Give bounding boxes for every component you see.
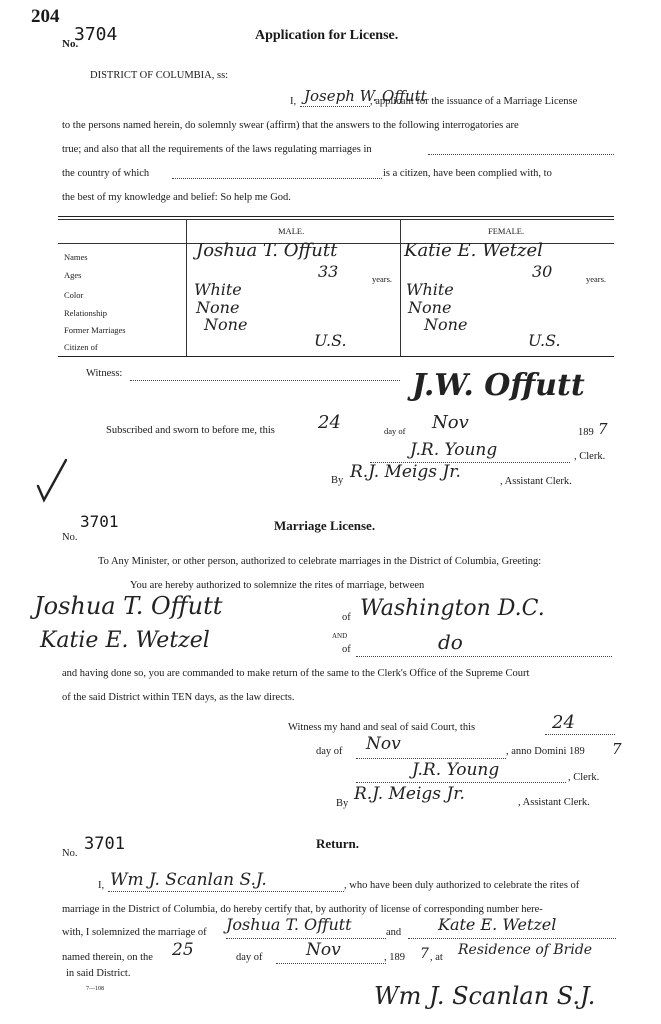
row-label: Former Marriages — [64, 325, 126, 335]
clerk-signature: J.R. Young — [410, 440, 498, 460]
male-color: White — [194, 280, 242, 299]
male-relationship: None — [196, 298, 240, 317]
male-former-marriages: None — [204, 315, 248, 334]
row-label: Citizen of — [64, 342, 98, 352]
return-i-label: I, — [98, 880, 105, 891]
row-label: Relationship — [64, 308, 107, 318]
groom-of-label: of — [342, 612, 351, 623]
oath-line-2: to the persons named herein, do solemnly swear (affirm) that the answers to the following interrogatories are — [62, 120, 519, 131]
license-bride: Katie E. Wetzel — [40, 628, 210, 653]
sworn-year-prefix: 189 — [578, 427, 594, 438]
license-assistant-signature: R.J. Meigs Jr. — [354, 784, 465, 804]
return-groom: Joshua T. Offutt — [226, 915, 352, 934]
row-label: Names — [64, 252, 88, 262]
district-line: DISTRICT OF COLUMBIA, ss: — [90, 70, 229, 81]
clerk-label: , Clerk. — [574, 451, 606, 462]
female-citizen: U.S. — [528, 331, 561, 350]
return-year: 7 — [420, 946, 429, 962]
i-label: I, — [290, 96, 297, 107]
return-line-4a: named therein, on the — [62, 952, 153, 963]
return-number: 3701 — [84, 834, 125, 854]
officiant-name: Wm J. Scanlan S.J. — [110, 870, 267, 890]
check-mark-icon — [34, 456, 70, 506]
return-bride: Kate E. Wetzel — [438, 915, 557, 934]
male-age: 33 — [318, 262, 339, 281]
license-greeting: To Any Minister, or other person, authorized to celebrate marriages in the District of Columbia, Greeting: — [98, 556, 542, 567]
col-female: FEMALE. — [488, 226, 525, 236]
witness-signature: J.W. Offutt — [412, 368, 585, 403]
sworn-day: 24 — [318, 412, 341, 433]
page-number: 204 — [31, 6, 60, 27]
subscribed-text: Subscribed and sworn to before me, this — [106, 425, 275, 436]
assistant-clerk-signature: R.J. Meigs Jr. — [350, 462, 461, 482]
license-clerk-label: , Clerk. — [568, 772, 600, 783]
app-no-label: No. — [62, 38, 79, 50]
oath-line-3: true; and also that all the requirements of the laws regulating marriages in — [62, 144, 372, 155]
return-and-label: and — [386, 927, 402, 938]
command-line-2: of the said District within TEN days, as the law directs. — [62, 692, 295, 703]
oath-line-4a: the country of which — [62, 168, 150, 179]
years-label-male: years. — [372, 274, 393, 284]
license-day: 24 — [552, 712, 575, 733]
license-witness-text: Witness my hand and seal of said Court, this — [288, 722, 476, 733]
sworn-day-of: day of — [384, 426, 406, 436]
sworn-month: Nov — [432, 412, 469, 433]
female-color: White — [406, 280, 454, 299]
female-age: 30 — [532, 262, 553, 281]
bride-place: do — [438, 630, 463, 654]
applicant-signature: Joseph W. Offutt — [304, 87, 427, 105]
return-title: Return. — [316, 836, 359, 851]
return-no-label: No. — [62, 848, 78, 859]
officiant-signature: Wm J. Scanlan S.J. — [374, 982, 596, 1010]
license-anno: , anno Domini 189 — [506, 746, 585, 757]
license-by-label: By — [336, 798, 349, 809]
license-month: Nov — [366, 734, 401, 754]
license-day-of: day of — [316, 746, 343, 757]
assistant-clerk-label: , Assistant Clerk. — [500, 476, 572, 487]
groom-place: Washington D.C. — [360, 596, 545, 621]
and-label: AND — [332, 632, 348, 640]
female-name: Katie E. Wetzel — [404, 240, 543, 261]
form-number: 7—108 — [86, 986, 104, 992]
male-citizen: U.S. — [314, 331, 347, 350]
license-groom: Joshua T. Offutt — [34, 592, 223, 620]
return-at-label: , at — [430, 952, 443, 963]
return-line-3a: with, I solemnized the marriage of — [62, 927, 207, 938]
female-former-marriages: None — [424, 315, 468, 334]
return-day: 25 — [172, 940, 194, 960]
return-month: Nov — [306, 940, 341, 960]
license-year: 7 — [612, 740, 622, 758]
application-title: Application for License. — [255, 28, 399, 43]
license-assistant-label: , Assistant Clerk. — [518, 797, 590, 808]
return-line-1-rest: , who have been duly authorized to celebrate the rites of — [344, 880, 580, 891]
male-name: Joshua T. Offutt — [196, 240, 338, 261]
female-relationship: None — [408, 298, 452, 317]
sworn-year: 7 — [598, 420, 608, 438]
return-year-prefix: , 189 — [384, 952, 405, 963]
return-line-2: marriage in the District of Columbia, do hereby certify that, by authority of license of corresponding number here- — [62, 904, 543, 915]
row-label: Color — [64, 290, 84, 300]
by-label: By — [331, 475, 344, 486]
bride-of-label: of — [342, 644, 351, 655]
row-label: Ages — [64, 270, 82, 280]
return-day-of: day of — [236, 952, 263, 963]
return-place: Residence of Bride — [458, 942, 593, 958]
license-title: Marriage License. — [274, 518, 376, 533]
return-line-5: in said District. — [66, 968, 131, 979]
license-authorized: You are hereby authorized to solemnize the rites of marriage, between — [130, 580, 425, 591]
application-number: 3704 — [74, 24, 118, 45]
col-male: MALE. — [278, 226, 305, 236]
applicant-line-rest: , applicant for the issuance of a Marriage License — [370, 96, 578, 107]
witness-label: Witness: — [86, 368, 123, 379]
years-label-female: years. — [586, 274, 607, 284]
license-number: 3701 — [80, 512, 119, 531]
oath-line-4b: is a citizen, have been complied with, to — [383, 168, 552, 179]
license-no-label: No. — [62, 532, 78, 543]
oath-line-5: the best of my knowledge and belief: So help me God. — [62, 192, 291, 203]
license-clerk-signature: J.R. Young — [412, 760, 500, 780]
command-line-1: and having done so, you are commanded to make return of the same to the Clerk's Office of the Supreme Court — [62, 668, 530, 679]
